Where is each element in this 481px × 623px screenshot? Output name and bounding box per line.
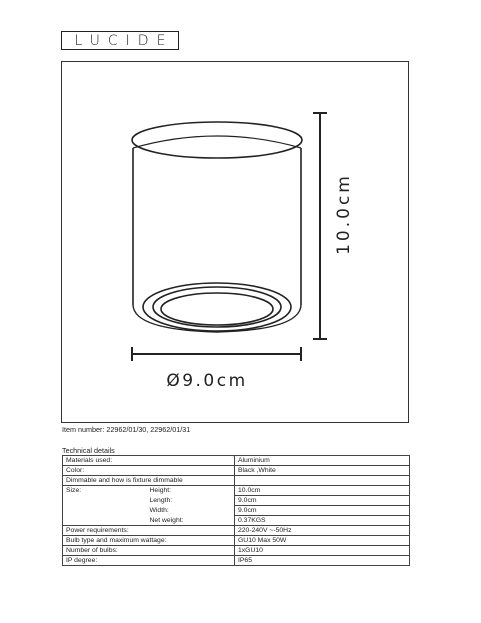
spec-row xyxy=(63,456,410,466)
top-rim xyxy=(132,122,302,158)
spec-value: 9.0cm xyxy=(235,496,410,506)
spec-row xyxy=(63,526,410,536)
spec-value: 1xGU10 xyxy=(235,546,410,556)
spec-value: IP65 xyxy=(235,556,410,566)
spec-row xyxy=(63,556,410,566)
spec-sub-label: Height: xyxy=(148,486,235,496)
spec-row xyxy=(63,506,410,516)
spec-value: 10.0cm xyxy=(235,486,410,496)
spec-row xyxy=(63,496,410,506)
spec-value: 0.37KGS xyxy=(235,516,410,526)
spec-sub-label: Width: xyxy=(148,506,235,516)
spec-label: IP degree: xyxy=(63,556,235,566)
spec-value: 9.0cm xyxy=(235,506,410,516)
product-drawing xyxy=(61,61,409,423)
logo-text: LUCIDE xyxy=(74,32,174,49)
height-label: 10.0cm xyxy=(334,173,354,255)
spec-sub-label: Length: xyxy=(148,496,235,506)
diameter-dimension xyxy=(132,347,301,361)
spec-label xyxy=(63,516,148,526)
spec-row xyxy=(63,536,410,546)
spec-label: Dimmable and how is fixture dimmable xyxy=(63,476,235,486)
spec-label xyxy=(63,496,148,506)
spec-label xyxy=(63,506,148,516)
spec-label: Bulb type and maximum wattage: xyxy=(63,536,235,546)
cylinder-outline xyxy=(132,122,302,332)
lucide-logo xyxy=(61,31,179,50)
spec-label: Size: xyxy=(63,486,148,496)
spec-row xyxy=(63,546,410,556)
spec-label: Number of bulbs: xyxy=(63,546,235,556)
spec-label: Color: xyxy=(63,466,235,476)
fixture-drawing xyxy=(62,62,410,424)
diameter-label: Ø9.0cm xyxy=(166,371,248,391)
spec-row xyxy=(63,466,410,476)
spec-label: Power requirements: xyxy=(63,526,235,536)
technical-details-heading: Technical details xyxy=(62,446,115,455)
spec-row xyxy=(63,476,410,486)
spec-value xyxy=(235,476,410,486)
spec-value: Black ,White xyxy=(235,466,410,476)
bottom-ring-outer xyxy=(143,283,291,331)
bottom-ring-inner xyxy=(161,293,273,325)
spec-value: GU10 Max 50W xyxy=(235,536,410,546)
spec-label: Materials used: xyxy=(63,456,235,466)
spec-value: Aluminium xyxy=(235,456,410,466)
spec-row xyxy=(63,486,410,496)
spec-value: 220-240V ~-50Hz xyxy=(235,526,410,536)
spec-sub-label: Net weight: xyxy=(148,516,235,526)
height-dimension xyxy=(313,113,327,339)
spec-row xyxy=(63,516,410,526)
technical-details-table xyxy=(62,455,410,566)
item-number: Item number: 22962/01/30, 22962/01/31 xyxy=(62,425,191,434)
